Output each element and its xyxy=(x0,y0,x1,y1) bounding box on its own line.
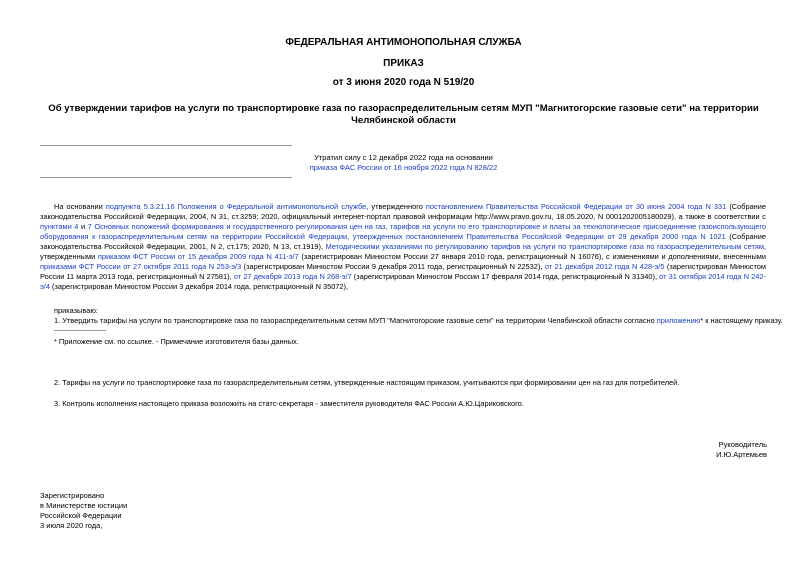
fst-order-2009-link[interactable]: приказом ФСТ России от 15 декабря 2009 года N 411-э/7 xyxy=(97,252,299,261)
preamble-text-6: , утвержденными xyxy=(40,242,766,261)
repeal-order-link[interactable]: приказа ФАС России от 16 ноября 2022 года N 828/22 xyxy=(309,163,498,172)
preamble-text-10: (зарегистрирован Минюстом России 17 февраля 2014 года, регистрационный N 31340), xyxy=(351,272,660,281)
fas-regulation-link[interactable]: подпункта 5.3.21.16 Положения о Федеральной антимонопольной службе xyxy=(105,202,367,211)
preamble-text-5: (Собрание законодательства Российской Федерации, 2001, N 2, ст.175; 2020, N 13, ст.1919), xyxy=(40,232,766,251)
fst-order-2013-link[interactable]: от 27 декабря 2013 года N 268-э/7 xyxy=(233,272,352,281)
registration-line-1: Зарегистрировано xyxy=(40,491,105,500)
doc-type: ПРИКАЗ xyxy=(383,58,424,69)
item-2: 2. Тарифы на услуги по транспортировке газа по газораспределительным сетям, утвержденные настоящим приказом, учитываются при формировании цен на газ для потребителей. xyxy=(54,378,680,387)
agency-name: ФЕДЕРАЛЬНАЯ АНТИМОНОПОЛЬНАЯ СЛУЖБА xyxy=(285,37,522,48)
item-1-text: 1. Утвердить тарифы на услуги по транспортировке газа по газораспределительным сетям МУП "Магнитогорские газовые сети" на территории Челябинской области согласно xyxy=(54,316,657,325)
points-link[interactable]: пунктами 4 xyxy=(40,222,79,231)
signature-role: Руководитель xyxy=(718,440,767,449)
basic-provisions-link[interactable]: 7 Основных положений формирования и государственного регулирования цен на газ, тарифов на услуги по его транспортировке и платы за технологическое присоединение газоиспользующего оборудования к газораспределительным сетям на территории Российской Федерации, утвержденных постановлением Правительства Российской Федерации от 29 декабря 2000 года N 1021 xyxy=(40,222,766,241)
preamble-text-7: (зарегистрирован Минюстом России 27 января 2010 года, регистрационный N 16076), с изменениями и дополнениями, внесенными xyxy=(298,252,767,261)
registration-line-4: 3 июля 2020 года, xyxy=(40,521,103,530)
preamble-text-3: (Собрание законодательства Российской Федерации, 2004, N 31, ст.3259; 2020, официальный интернет-портал правовой информации http://www.pravo.gov.ru, 18.05.2020, N 0001202005180029), а также в соответствии с xyxy=(40,202,767,221)
divider-top xyxy=(40,145,292,146)
footnote-divider xyxy=(54,330,106,331)
registration-line-3: Российской Федерации xyxy=(40,511,122,520)
preamble-text-4: и xyxy=(78,222,88,231)
fst-order-2011-link[interactable]: приказами ФСТ России от 27 октября 2011 года N 253-э/3 xyxy=(40,262,242,271)
order-word: приказываю: xyxy=(54,306,98,315)
registration-line-2: в Министерстве юстиции xyxy=(40,501,128,510)
preamble-text-11: (зарегистрирован Минюстом России 3 декабря 2014 года, регистрационный N 35072), xyxy=(49,282,349,291)
divider-bottom xyxy=(40,177,292,178)
item-1-tail: * к настоящему приказу. xyxy=(700,316,783,325)
doc-date-number: от 3 июня 2020 года N 519/20 xyxy=(332,77,475,88)
appendix-link[interactable]: приложению xyxy=(656,316,701,325)
item-3: 3. Контроль исполнения настоящего приказа возложить на статс-секретаря - заместителя руководителя ФАС России А.Ю.Цариковского. xyxy=(54,399,524,408)
preamble-text-2: , утвержденного xyxy=(366,202,426,211)
preamble-text-1: На основании xyxy=(54,202,106,211)
government-decree-link[interactable]: постановлением Правительства Российской Федерации от 30 июня 2004 года N 331 xyxy=(425,202,727,211)
status-text: Утратил силу с 12 декабря 2022 года на основании xyxy=(314,153,493,162)
preamble-text-9: (зарегистрирован Минюстом России 11 марта 2013 года, регистрационный N 27581), xyxy=(40,262,766,281)
fst-order-2012-link[interactable]: от 21 декабря 2012 года N 428-э/5 xyxy=(544,262,665,271)
item-1 xyxy=(54,316,783,326)
footnote: * Приложение см. по ссылке. - Примечание изготовителя базы данных. xyxy=(54,337,299,346)
signature-name: И.Ю.Артемьев xyxy=(716,450,767,459)
status-line xyxy=(0,163,807,173)
fst-order-2014-link[interactable]: от 31 октября 2014 года N 242-э/4 xyxy=(40,272,766,291)
preamble-text-8: (зарегистрирован Минюстом России 9 декабря 2011 года, регистрационный N 22532), xyxy=(241,262,545,271)
doc-title: Об утверждении тарифов на услуги по транспортировке газа по газораспределительным сетям МУП "Магнитогорские газовые сети" на территории Челябинской области xyxy=(48,103,759,126)
preamble-paragraph xyxy=(40,202,766,292)
methodical-guidelines-link[interactable]: Методическими указаниями по регулированию тарифов на услуги по транспортировке газа по газораспределительным сетям xyxy=(325,242,764,251)
